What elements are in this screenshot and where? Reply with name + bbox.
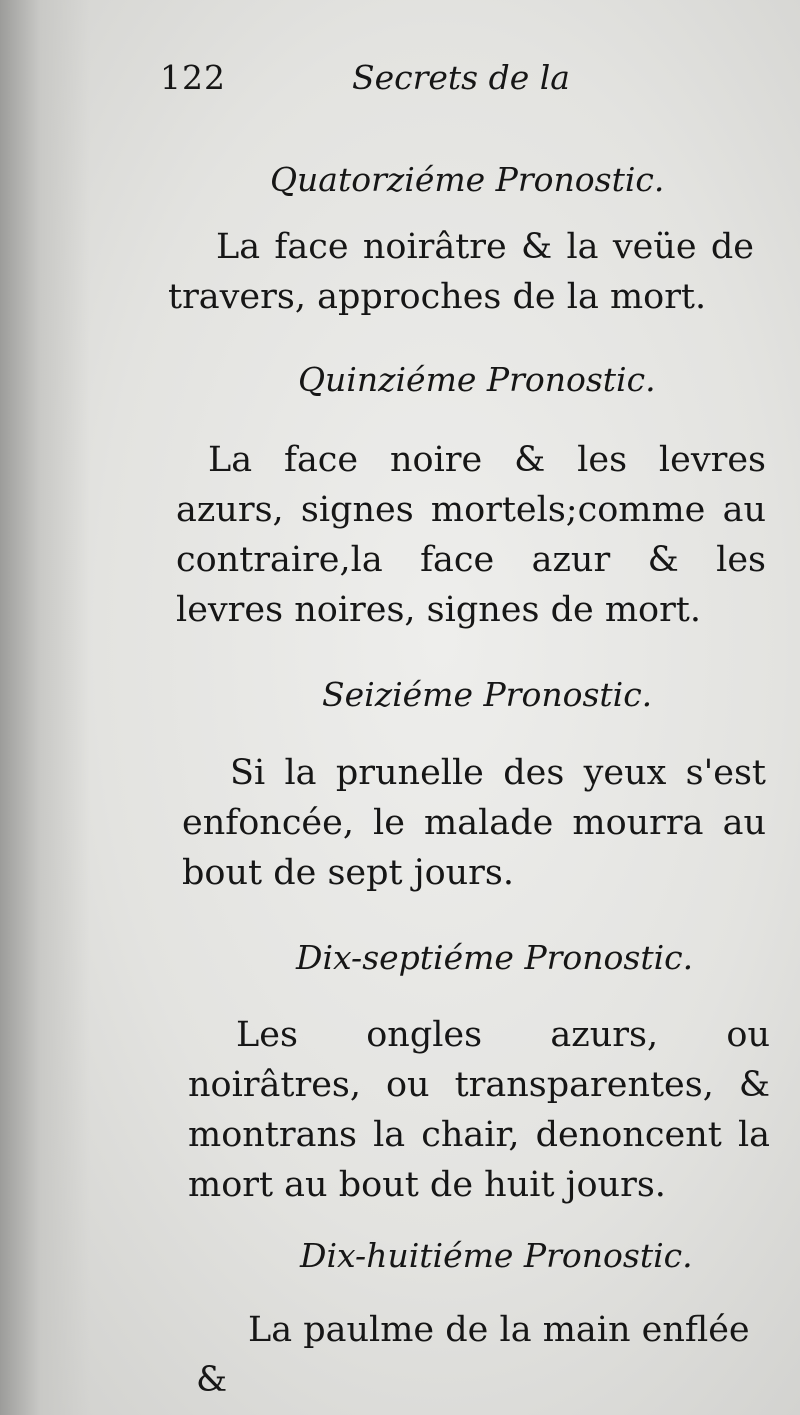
running-head: Secrets de la [352, 58, 570, 97]
page-number: 122 [160, 58, 226, 97]
section-text-14: La face noirâtre & la veüe de travers, approches de la mort. [168, 227, 754, 317]
section-heading-17: Dix-septiéme Pronostic. [296, 938, 694, 977]
section-text-18: La paulme de la main enflée & [196, 1310, 750, 1400]
section-text-16: Si la prunelle des yeux s'est enfoncée, le malade mourra au bout de sept jours. [182, 753, 766, 893]
section-heading-14: Quatorziéme Pronostic. [270, 160, 665, 199]
page-gutter-shadow [0, 0, 90, 1415]
page-header [160, 58, 720, 108]
section-heading-18: Dix-huitiéme Pronostic. [300, 1236, 693, 1275]
section-text-17: Les ongles azurs, ou noirâtres, ou transparentes, & montrans la chair, denoncent la mort au bout de huit jours. [188, 1015, 770, 1205]
section-heading-16: Seiziéme Pronostic. [322, 675, 653, 714]
section-heading-15: Quinziéme Pronostic. [298, 360, 656, 399]
section-text-15: La face noire & les levres azurs, signes mortels;comme au contraire,la face azur & les levres noires, signes de mort. [176, 440, 766, 630]
